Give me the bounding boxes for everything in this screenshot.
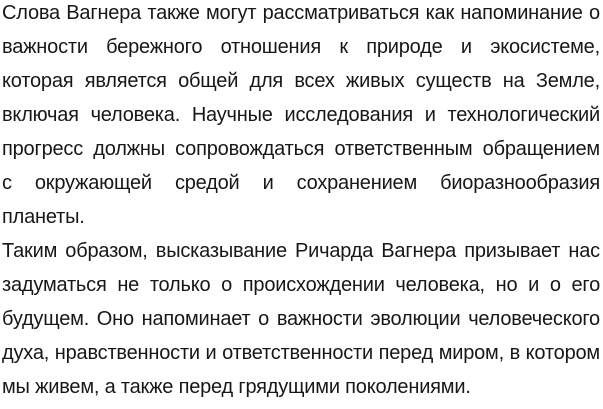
text-line-8: Таким образом, высказывание Ричарда Вагнера призывает нас	[2, 240, 600, 262]
text-line-11: духа, нравственности и ответственности перед миром, в котором	[2, 342, 600, 364]
text-line-2: важности бережного отношения к природе и экосистеме,	[2, 36, 600, 58]
text-line-3: которая является общей для всех живых существ на Земле,	[2, 70, 600, 92]
text-line-6: с окружающей средой и сохранением биоразнообразия	[2, 172, 600, 194]
text-line-12: мы живем, а также перед грядущими поколениями.	[2, 376, 471, 398]
text-line-4: включая человека. Научные исследования и технологический	[2, 104, 600, 126]
text-line-10: будущем. Оно напоминает о важности эволюции человеческого	[2, 308, 600, 330]
text-line-1: Слова Вагнера также могут рассматриваться как напоминание о	[2, 2, 600, 24]
text-line-9: задуматься не только о происхождении человека, но и о его	[2, 274, 600, 296]
text-line-7: планеты.	[2, 206, 85, 228]
text-line-5: прогресс должны сопровождаться ответственным обращением	[2, 138, 600, 160]
